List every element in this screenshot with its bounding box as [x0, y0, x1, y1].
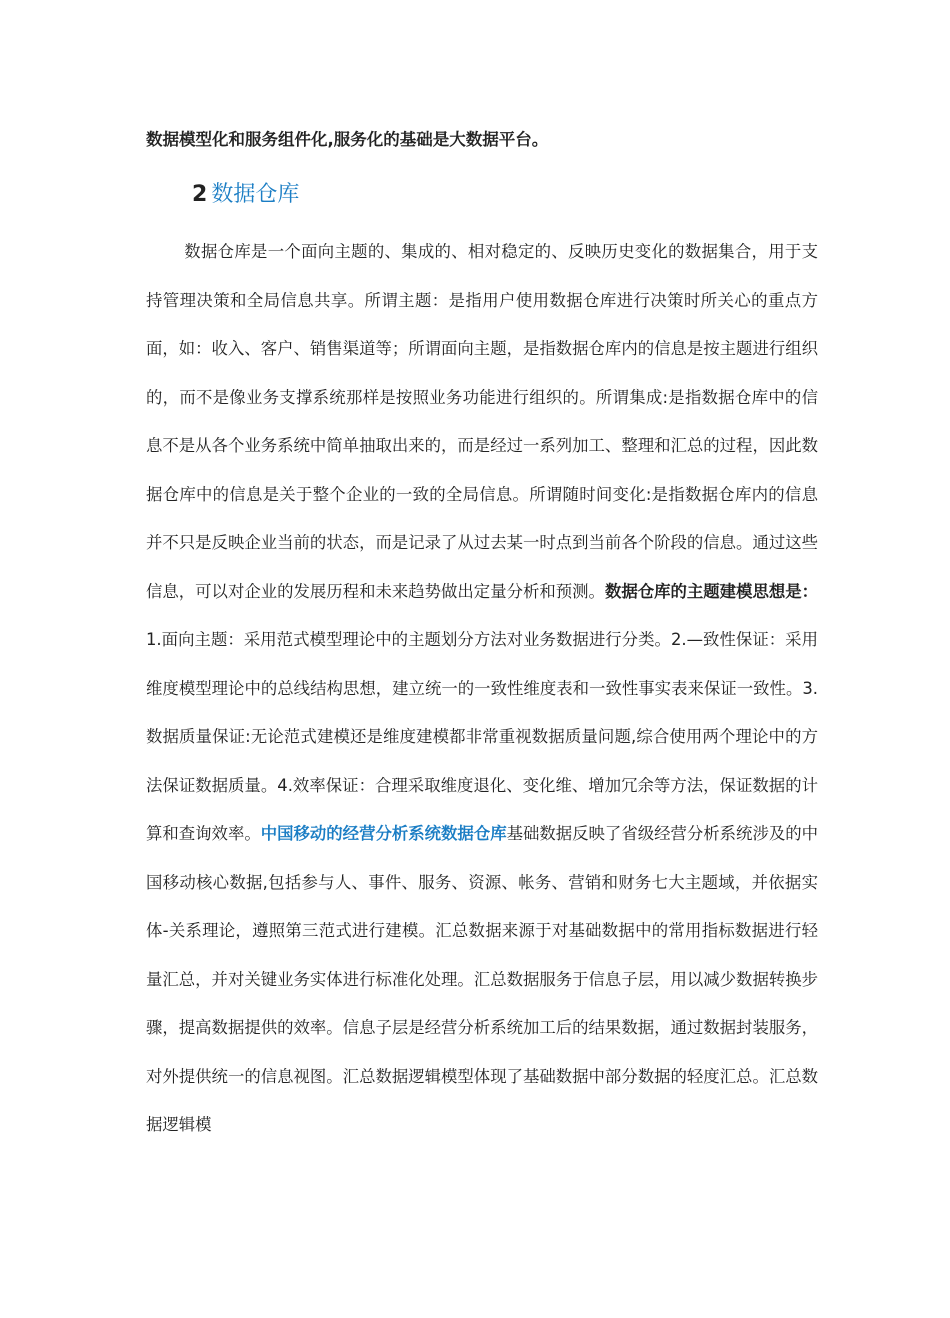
paragraph-part-3: 基础数据反映了省级经营分析系统涉及的中国移动核心数据,包括参与人、事件、服务、资源、帐务、营销和财务七大主题域，并依据实体-关系理论，遵照第三范式进行建模。汇总数据来源于对基础数据中的常用指标数据进行轻量汇总，并对关键业务实体进行标准化处理。汇总数据服务于信息子层，用以减少数据转换步骤，提高数据提供的效率。信息子层是经营分析系统加工后的结果数据，通过数据封装服务，对外提供统一的信息视图。汇总数据逻辑模型体现了基础数据中部分数据的轻度汇总。汇总数据逻辑模 — [146, 824, 819, 1134]
paragraph-part-1: 数据仓库是一个面向主题的、集成的、相对稳定的、反映历史变化的数据集合，用于支持管理决策和全局信息共享。所谓主题：是指用户使用数据仓库进行决策时所关心的重点方面，如：收入、客户、销售渠道等；所谓面向主题，是指数据仓库内的信息是按主题进行组织的，而不是像业务支撑系统那样是按照业务功能进行组织的。所谓集成:是指数据仓库中的信息不是从各个业务系统中简单抽取出来的，而是经过一系列加工、整理和汇总的过程，因此数据仓库中的信息是关于整个企业的一致的全局信息。所谓随时间变化:是指数据仓库内的信息并不只是反映企业当前的状态，而是记录了从过去某一时点到当前各个阶段的信息。通过这些信息，可以对企业的发展历程和未来趋势做出定量分析和预测。 — [146, 242, 819, 601]
china-mobile-dw-link[interactable]: 中国移动的经营分析系统数据仓库 — [260, 824, 507, 843]
body-paragraph — [146, 228, 818, 1150]
intro-line: 数据模型化和服务组件化,服务化的基础是大数据平台。 — [146, 130, 549, 149]
paragraph-part-2: 1.面向主题：采用范式模型理论中的主题划分方法对业务数据进行分类。2.—致性保证：采用维度模型理论中的总线结构思想，建立统一的一致性维度表和一致性事实表来保证一致性。3.数据质量保证:无论范式建模还是维度建模都非常重视数据质量问题,综合使用两个理论中的方法保证数据质量。4.效率保证：合理采取维度退化、变化维、增加冗余等方法，保证数据的计算和查询效率。 — [146, 630, 818, 843]
section-number: 2 — [192, 182, 208, 207]
modeling-idea-bold-phrase: 数据仓库的主题建模思想是： — [604, 581, 819, 601]
section-title: 数据仓库 — [211, 182, 300, 207]
section-heading — [192, 178, 299, 212]
